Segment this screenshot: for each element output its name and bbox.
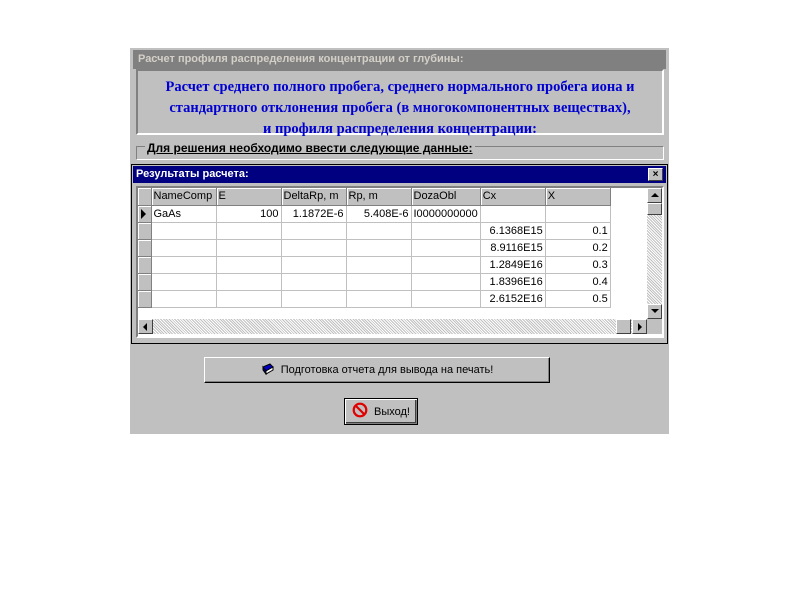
grid-cell[interactable] xyxy=(151,222,216,239)
grid-cell[interactable] xyxy=(480,205,545,222)
table-row[interactable] xyxy=(138,256,610,273)
row-indicator[interactable] xyxy=(138,290,151,307)
prepare-report-label: Подготовка отчета для вывода на печать! xyxy=(280,364,494,376)
scroll-up-button[interactable] xyxy=(647,188,662,203)
column-header-x[interactable]: X xyxy=(545,188,610,205)
grid-cell[interactable] xyxy=(281,239,346,256)
row-indicator[interactable] xyxy=(138,222,151,239)
grid-cell[interactable]: 0.3 xyxy=(545,256,610,273)
grid-cell[interactable] xyxy=(411,239,480,256)
grid-cell[interactable] xyxy=(281,273,346,290)
grid-cell[interactable] xyxy=(411,290,480,307)
grid-cell[interactable]: 1.1872E-6 xyxy=(281,205,346,222)
table-row[interactable] xyxy=(138,273,610,290)
table-row[interactable] xyxy=(138,205,610,222)
scrollbar-corner xyxy=(647,319,662,334)
row-indicator[interactable] xyxy=(138,273,151,290)
results-dialog-title-text: Результаты расчета: xyxy=(136,168,249,180)
table-row[interactable] xyxy=(138,290,610,307)
arrow-up-icon xyxy=(651,193,659,197)
header-row xyxy=(138,188,610,205)
column-header-dozaobl[interactable]: DozaObl xyxy=(411,188,480,205)
grid-cell[interactable] xyxy=(346,222,411,239)
horizontal-scrollbar[interactable] xyxy=(138,319,647,334)
header-line: Расчет среднего полного пробега, среднего нормального пробега иона и xyxy=(165,79,635,95)
grid-cell[interactable] xyxy=(151,290,216,307)
grid-cell[interactable] xyxy=(346,290,411,307)
arrow-down-icon xyxy=(651,309,659,313)
grid-cell[interactable] xyxy=(281,256,346,273)
row-indicator[interactable] xyxy=(138,205,151,222)
vertical-scroll-thumb[interactable] xyxy=(647,203,662,215)
scroll-left-button[interactable] xyxy=(138,319,153,334)
grid-cell[interactable] xyxy=(545,205,610,222)
arrow-right-icon xyxy=(638,323,642,331)
scroll-right-button[interactable] xyxy=(632,319,647,334)
row-indicator-header xyxy=(138,188,151,205)
grid-cell[interactable]: 1.2849E16 xyxy=(480,256,545,273)
close-button[interactable]: × xyxy=(648,168,663,181)
results-dialog-title[interactable] xyxy=(133,166,666,183)
grid-cell[interactable] xyxy=(346,256,411,273)
header-panel xyxy=(136,69,664,135)
grid-cell[interactable]: I0000000000 xyxy=(411,205,480,222)
results-table xyxy=(138,188,611,308)
grid-cell[interactable]: 6.1368E15 xyxy=(480,222,545,239)
grid-cell[interactable] xyxy=(281,290,346,307)
grid-cell[interactable]: 0.4 xyxy=(545,273,610,290)
grid-cell[interactable] xyxy=(151,239,216,256)
input-section-bar xyxy=(136,141,664,160)
grid-cell[interactable] xyxy=(411,273,480,290)
grid-cell[interactable] xyxy=(151,256,216,273)
input-section-label: Для решения необходимо ввести следующие данные: xyxy=(147,141,473,155)
no-entry-icon xyxy=(352,402,368,421)
table-row[interactable] xyxy=(138,239,610,256)
row-indicator[interactable] xyxy=(138,239,151,256)
grid-cell[interactable]: GaAs xyxy=(151,205,216,222)
grid-cell[interactable]: 100 xyxy=(216,205,281,222)
grid-cell[interactable] xyxy=(216,222,281,239)
exit-label: Выход! xyxy=(374,405,410,418)
grid-cell[interactable] xyxy=(216,256,281,273)
column-header-rp[interactable]: Rp, m xyxy=(346,188,411,205)
grid-cell[interactable]: 0.2 xyxy=(545,239,610,256)
grid-cell[interactable]: 0.5 xyxy=(545,290,610,307)
prepare-report-button[interactable] xyxy=(204,357,550,383)
grid-cell[interactable]: 8.9116E15 xyxy=(480,239,545,256)
vertical-scrollbar[interactable] xyxy=(647,188,662,319)
grid-cell[interactable]: 1.8396E16 xyxy=(480,273,545,290)
results-grid[interactable] xyxy=(136,186,664,338)
horizontal-scroll-thumb[interactable] xyxy=(616,319,631,334)
exit-button[interactable] xyxy=(344,398,418,425)
arrow-left-icon xyxy=(143,323,147,331)
grid-cell[interactable] xyxy=(151,273,216,290)
column-header-cx[interactable]: Cx xyxy=(480,188,545,205)
main-window-title: Расчет профиля распределения концентрации от глубины: xyxy=(133,50,666,69)
grid-cell[interactable]: 2.6152E16 xyxy=(480,290,545,307)
table-row[interactable] xyxy=(138,222,610,239)
grid-cell[interactable] xyxy=(411,222,480,239)
header-text xyxy=(138,77,662,140)
current-row-arrow-icon xyxy=(141,209,146,219)
grid-cell[interactable]: 0.1 xyxy=(545,222,610,239)
header-line: стандартного отклонения пробега (в многокомпонентных веществах), xyxy=(169,100,631,116)
column-header-e[interactable]: E xyxy=(216,188,281,205)
header-line: и профиля распределения концентрации: xyxy=(263,121,537,137)
grid-cell[interactable] xyxy=(216,273,281,290)
row-indicator[interactable] xyxy=(138,256,151,273)
grid-cell[interactable]: 5.408E-6 xyxy=(346,205,411,222)
column-header-deltarp[interactable]: DeltaRp, m xyxy=(281,188,346,205)
grid-cell[interactable] xyxy=(216,239,281,256)
column-header-namecomp[interactable]: NameComp xyxy=(151,188,216,205)
grid-cell[interactable] xyxy=(411,256,480,273)
scroll-down-button[interactable] xyxy=(647,304,662,319)
book-icon xyxy=(261,363,275,378)
grid-cell[interactable] xyxy=(216,290,281,307)
grid-cell[interactable] xyxy=(346,273,411,290)
grid-cell[interactable] xyxy=(281,222,346,239)
results-dialog xyxy=(131,164,668,344)
grid-cell[interactable] xyxy=(346,239,411,256)
